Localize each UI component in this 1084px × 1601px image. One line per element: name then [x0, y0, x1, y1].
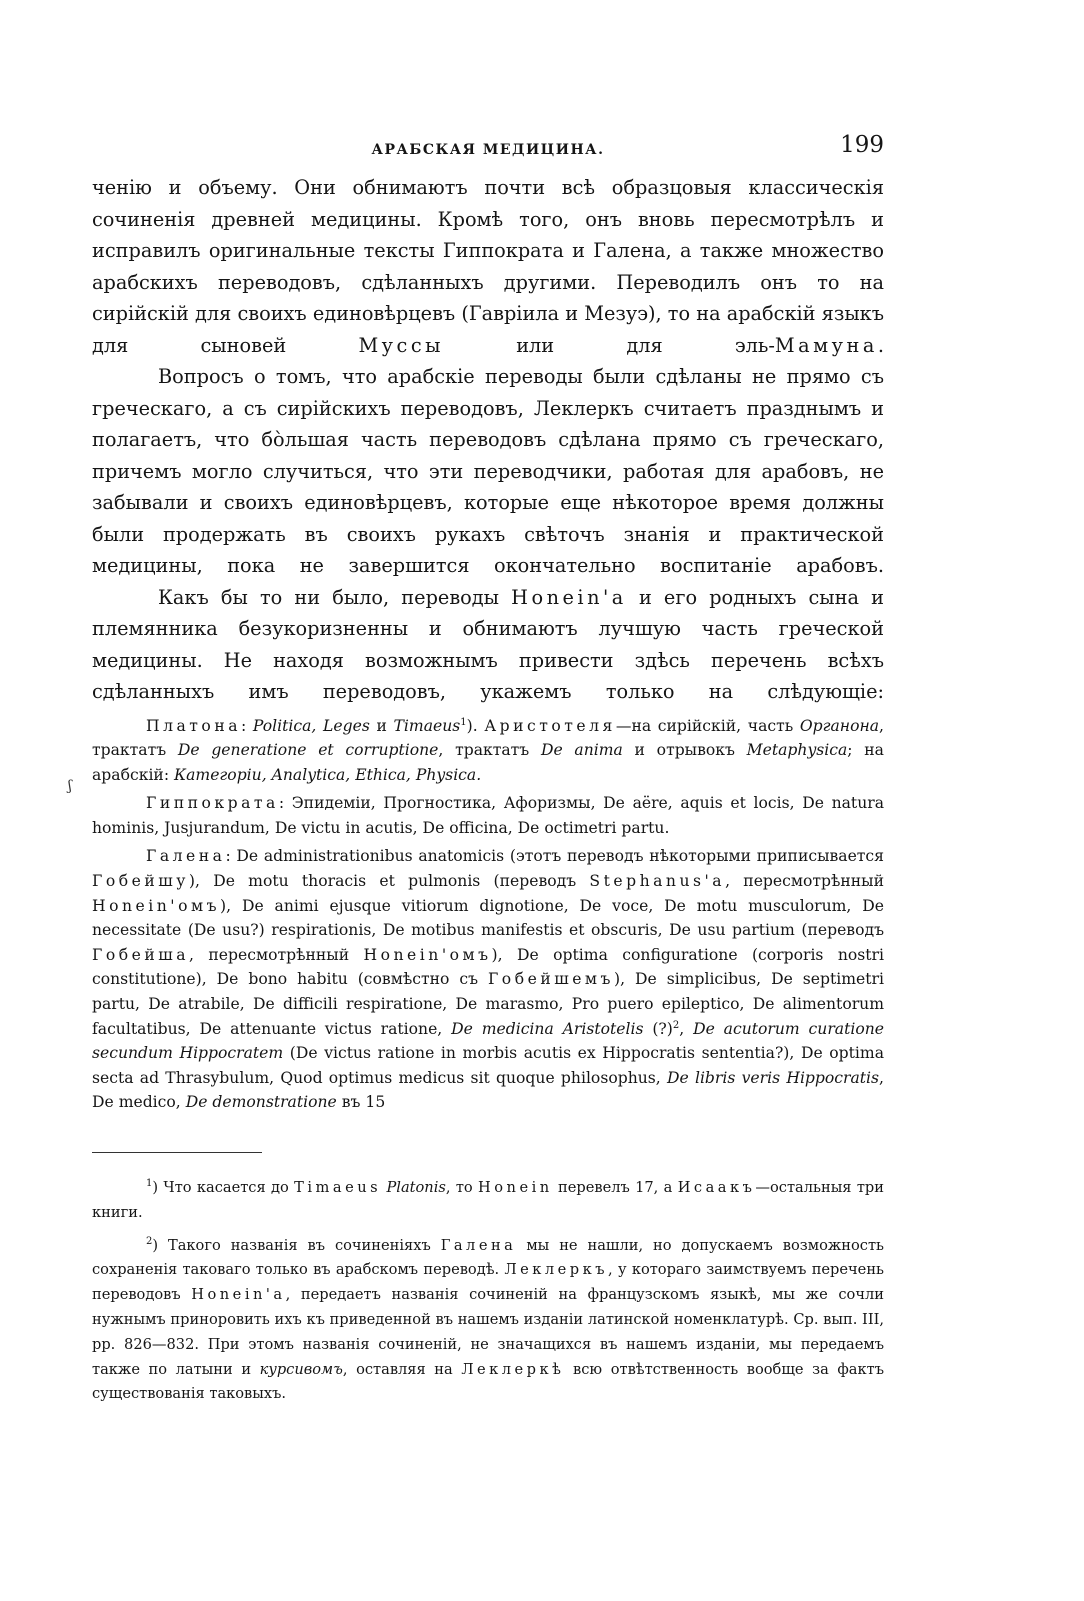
text: : De administrationibus anatomicis (этотъ переводъ нѣкоторыми приписывается: [225, 847, 884, 866]
works-arabic: Категоріи, Analytica, Ethica, Physica.: [174, 765, 482, 784]
text: —остальныя три книги.: [92, 1179, 884, 1221]
name-stephanus: Stephanus'a: [589, 872, 726, 891]
name-honein: Honein'a: [191, 1286, 286, 1304]
name-timaeus: Timaeus: [294, 1179, 382, 1196]
text: , оставляя на: [342, 1360, 462, 1378]
name-honein: Honein'омъ: [92, 896, 221, 915]
running-title: АРАБСКАЯ МЕДИЦИНА.: [371, 142, 605, 158]
plato-works: Politica, Leges: [252, 716, 370, 735]
author-plato: Платона: [146, 716, 242, 735]
hippocrates-works: : Эпидеміи, Прогностика, Афоризмы, De aëre, aquis et locis, De natura hominis, Jusjurandum, De victu in acutis, De officina, De octimetri partu.: [92, 794, 884, 837]
p1-text: ченію и объему. Они обнимаютъ почти всѣ образцовыя классическія сочиненія древней медицины. Кромѣ того, онъ вновь пересмотрѣлъ и исправилъ оригинальные тексты Гиппократа и Галена, а также множество арабскихъ переводовъ, сдѣланныхъ другими. Переводилъ онъ то на сирійскій для своихъ единовѣрцевъ (Гавріила и Мезуэ), то на арабскій языкъ для сыновей: [92, 176, 884, 357]
text: ), De motu thoracis et pulmonis (переводъ: [188, 872, 590, 891]
text: , пересмотрѣнный: [189, 945, 364, 964]
text: ; на арабскій:: [92, 741, 884, 784]
work-libris-veris: De libris veris Hippocratis: [666, 1068, 880, 1087]
name-honein: Honein'омъ: [363, 945, 492, 964]
translations-list: [92, 714, 884, 1116]
author-galen: Галена: [146, 847, 226, 866]
text: , то: [445, 1179, 479, 1196]
footnote-mark-1: 1: [146, 1178, 153, 1190]
text: , трактатъ: [438, 741, 541, 760]
running-head: [92, 132, 884, 172]
text: всю отвѣтственность вообще за фактъ существованія таковыхъ.: [92, 1360, 884, 1403]
work-generatione: De generatione et corruptione: [177, 741, 439, 760]
entry-galen: [92, 844, 884, 1115]
paragraph-1: [92, 172, 884, 361]
text: , трактатъ: [92, 716, 884, 760]
footnote-1: [92, 1176, 884, 1226]
p1-mid: или для эль-: [516, 333, 775, 357]
work-organon: Органона: [799, 716, 880, 735]
author-hippocrates: Гиппократа: [146, 794, 279, 813]
name-honein: Honein: [478, 1179, 553, 1196]
text: мы не нашли, но допускаемъ возможность сохраненія таковаго только въ арабскомъ переводѣ.: [92, 1236, 884, 1279]
text: —на сирійскій, часть: [615, 716, 800, 735]
text: , передаетъ названія сочиненій на французскомъ языкѣ, мы же сочли нужнымъ приноровить ихъ къ приведенной въ нашемъ изданіи латинской номенклатурѣ. Ср. вып. III, pp. 826—832. При этомъ названія сочиненій, не значащихся въ нашемъ изданіи, мы передаемъ также по латыни и: [92, 1286, 884, 1378]
name-gobeish: Гобейша: [92, 945, 190, 964]
work-demonstratione: De demonstratione: [185, 1093, 337, 1112]
text: ).: [466, 716, 485, 735]
entry-hippocrates: [92, 791, 884, 840]
text: ), De animi ejusque vitiorum dignotione, De voce, De motu musculorum, De necessitate (De usu?) respirationis, De motibus manifestis et obscuris, De usu partium (переводъ: [92, 896, 884, 940]
name-mussa: Муссы: [358, 333, 444, 357]
text: (De victus ratione in morbis acutis ex Hippocratis sententia?), De optima secta ad Thrasybulum, Quod optimus medicus sit quoque philosophus,: [92, 1044, 884, 1087]
page-number: 199: [840, 132, 884, 158]
footnote-ref-2: 2: [672, 1019, 680, 1031]
paragraph-3: [92, 582, 884, 708]
text: ), De simplicibus, De septimetri partu, De atrabile, De difficili respiratione, De marasmo, Pro puero epileptico, De alimentorum facultatibus, De attenuante victus ratione,: [92, 970, 884, 1038]
work-acutorum: De acutorum curatione secundum Hippocratem: [92, 1019, 884, 1063]
text: (?): [643, 1019, 673, 1038]
text: ) Что касается до: [152, 1179, 295, 1196]
word-kursivom: курсивомъ: [259, 1360, 343, 1378]
name-galen: Галена: [440, 1236, 517, 1254]
text: и: [369, 716, 394, 735]
footnote-2: [92, 1234, 884, 1408]
footnotes: [92, 1176, 884, 1415]
plato-timaeus: Timaeus: [393, 716, 461, 735]
name-leclerc: Леклеркъ: [504, 1261, 609, 1279]
text: :: [241, 716, 253, 735]
text: въ 15: [336, 1093, 386, 1112]
main-text: [92, 172, 884, 708]
footnote-ref-1: 1: [460, 716, 467, 728]
text: ,: [679, 1019, 694, 1038]
name-isaak: Исаакъ: [677, 1179, 756, 1196]
text: перевелъ 17, а: [552, 1179, 678, 1196]
name-gobeish: Гобейшемъ: [487, 970, 614, 989]
p3-start: Какъ бы то ни было, переводы: [158, 585, 500, 609]
text: и отрывокъ: [622, 741, 747, 760]
text: ) Такого названія въ сочиненіяхъ: [152, 1236, 441, 1254]
text: ), De optima configuratione (corporis nostri constitutione), De bono habitu (совмѣстно съ: [92, 945, 885, 989]
p1-end: .: [877, 333, 884, 357]
footnote-divider: [92, 1152, 262, 1153]
name-gobeish: Гобейшу: [92, 872, 189, 891]
margin-mark: ʃ: [68, 778, 72, 794]
footnote-mark-2: 2: [146, 1235, 153, 1247]
text: , пересмотрѣнный: [725, 872, 884, 891]
work-anima: De anima: [540, 741, 623, 760]
work-medicina-aristotelis: De medicina Aristotelis: [451, 1019, 644, 1038]
work-metaphysica: Metaphysica: [746, 741, 848, 760]
name-honein: Honein'a: [511, 585, 627, 609]
name-leclerc: Леклеркѣ: [461, 1360, 565, 1378]
entry-plato-aristotle: [92, 714, 884, 788]
text: , у котораго заимствуемъ перечень переводовъ: [92, 1261, 884, 1304]
page: [92, 132, 885, 1403]
name-mamun: Мамуна: [774, 333, 878, 357]
paragraph-2: Вопросъ о томъ, что арабскіе переводы были сдѣланы не прямо съ греческаго, а съ сирійскихъ переводовъ, Леклеркъ считаетъ празднымъ и полагаетъ, что бо̀льшая часть переводовъ сдѣлана прямо съ греческаго, причемъ могло случиться, что эти переводчики, работая для арабовъ, не забывали и своихъ единовѣрцевъ, которые еще нѣкоторое время должны были продержать въ своихъ рукахъ свѣточъ знанія и практической медицины, пока не завершится окончательно воспитаніе арабовъ.: [92, 365, 884, 577]
word-platonis: Platonis: [386, 1179, 446, 1196]
text: , De medico,: [92, 1068, 884, 1112]
author-aristotle: Аристотеля: [484, 716, 616, 735]
p3-rest: и его родныхъ сына и племянника безукоризненны и обнимаютъ лучшую часть греческой медицины. Не находя возможнымъ привести здѣсь перечень всѣхъ сдѣланныхъ имъ переводовъ, укажемъ только на слѣдующіе:: [92, 585, 884, 703]
